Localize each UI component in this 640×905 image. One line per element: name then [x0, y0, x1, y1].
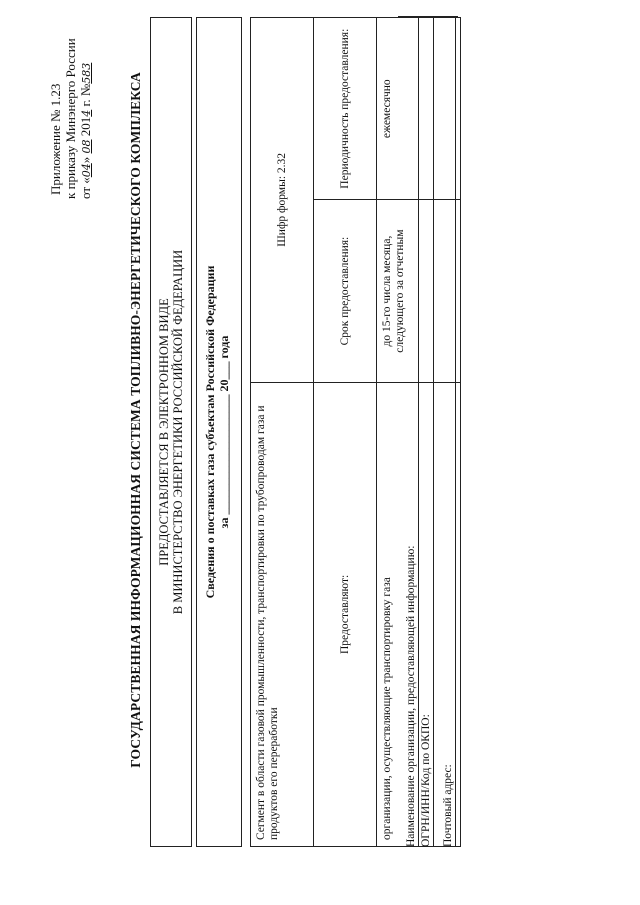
annex-date-line: от «04» 08 2014 г. №583	[78, 62, 93, 199]
col2-value: до 15-го числа месяца, следующего за отчетным	[377, 200, 461, 382]
handwritten-number: 583	[80, 62, 93, 84]
segment-cell: Сегмент в области газовой промышленности, транспортировки по трубопроводам газа и продуктов его переработки	[251, 382, 314, 846]
col1-value: организации, осуществляющие транспортировку газа	[377, 382, 461, 846]
report-title: Сведения о поставках газа субъектам Российской Федерации	[203, 265, 217, 599]
form-code-cell: Шифр формы: 2.32	[251, 18, 314, 383]
handwritten-day: 04	[80, 163, 93, 178]
submission-box	[150, 17, 192, 847]
system-title: ГОСУДАРСТВЕННАЯ ИНФОРМАЦИОННАЯ СИСТЕМА ТОПЛИВНО-ЭНЕРГЕТИЧЕСКОГО КОМПЛЕКСА	[128, 72, 143, 768]
annex-block	[48, 38, 94, 199]
col1-header: Предоставляют:	[314, 382, 377, 846]
report-title-box	[196, 17, 242, 847]
col3-value: ежемесячно	[377, 18, 461, 200]
col3-header: Периодичность предоставления:	[314, 18, 377, 200]
address-field: Почтовый адрес:	[442, 17, 456, 847]
ids-field: ОГРН/ИНН/Код по ОКПО:	[420, 17, 434, 847]
report-period: за ____________________ 20___ года	[217, 335, 231, 529]
annex-title: Приложение № 1.23	[48, 83, 63, 195]
handwritten-month: 08	[80, 139, 93, 154]
submission-line-1: ПРЕДОСТАВЛЯЕТСЯ В ЭЛЕКТРОННОМ ВИДЕ	[157, 298, 171, 566]
annex-order: к приказу Минэнерго России	[63, 38, 78, 199]
org-name-field: Наименование организации, предоставляющей информацию:	[405, 17, 419, 847]
handwritten-year: 4	[80, 109, 93, 117]
col2-header: Срок предоставления:	[314, 200, 377, 382]
submission-line-2: В МИНИСТЕРСТВО ЭНЕРГЕТИКИ РОССИЙСКОЙ ФЕДЕРАЦИИ	[171, 249, 185, 615]
